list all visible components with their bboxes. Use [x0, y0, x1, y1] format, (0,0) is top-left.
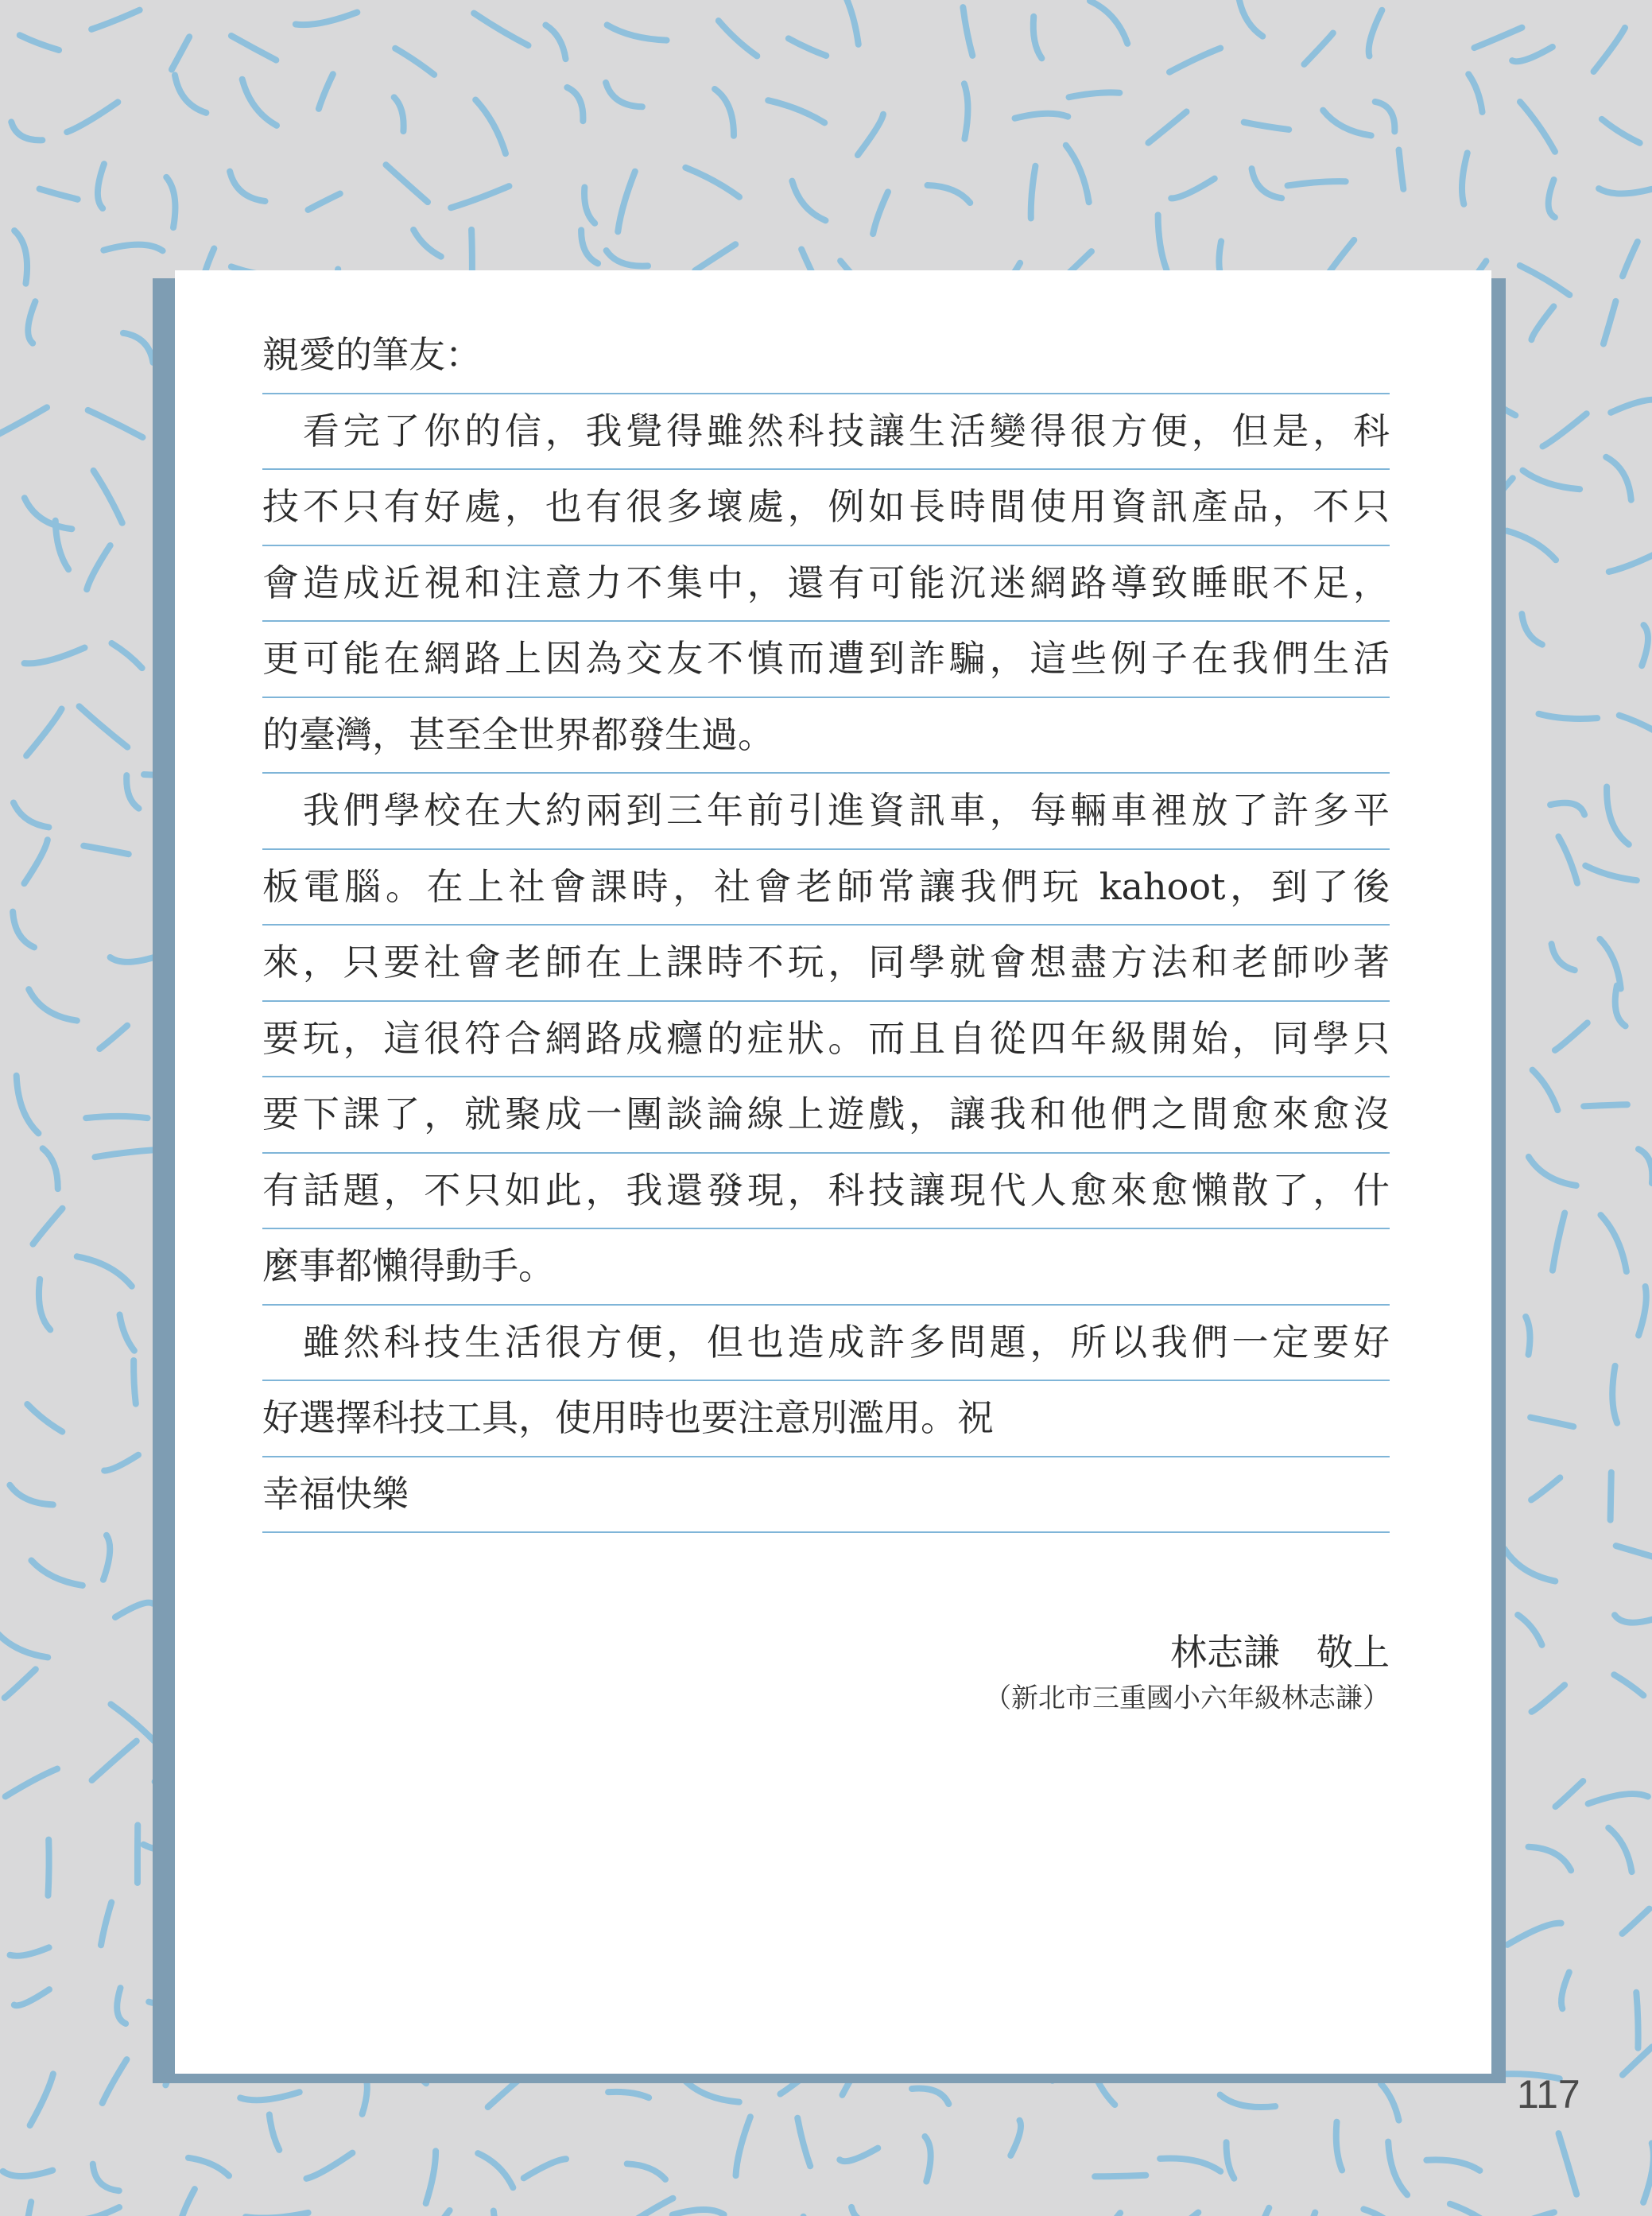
letter-line: 要玩，這很符合網路成癮的症狀。而且自從四年級開始，同學只 — [262, 1002, 1390, 1078]
letter-line: 麼事都懶得動手。 — [262, 1229, 1390, 1306]
letter-signature: 林志謙 敬上 — [1170, 1631, 1390, 1674]
letter-line: 來，只要社會老師在上課時不玩，同學就會想盡方法和老師吵著 — [262, 926, 1390, 1002]
author-source: （新北市三重國小六年級林志謙） — [984, 1682, 1390, 1714]
letter-line: 我們學校在大約兩到三年前引進資訊車，每輛車裡放了許多平 — [262, 774, 1390, 850]
letter-line: 板電腦。在上社會課時，社會老師常讓我們玩 kahoot，到了後 — [262, 850, 1390, 926]
letter-line: 幸福快樂 — [262, 1457, 1390, 1534]
letter-line: 要下課了，就聚成一團談論線上遊戲，讓我和他們之間愈來愈沒 — [262, 1077, 1390, 1154]
letter-line: 看完了你的信，我覺得雖然科技讓生活變得很方便，但是，科 — [262, 394, 1390, 471]
letter-line: 雖然科技生活很方便，但也造成許多問題，所以我們一定要好 — [262, 1306, 1390, 1382]
letter-line: 會造成近視和注意力不集中，還有可能沉迷網路導致睡眠不足， — [262, 546, 1390, 623]
letter-line: 技不只有好處，也有很多壞處，例如長時間使用資訊產品，不只 — [262, 470, 1390, 546]
page-number: 117 — [1517, 2072, 1580, 2117]
letter-body — [262, 318, 1390, 1533]
letter-line: 親愛的筆友： — [262, 318, 1390, 394]
letter-line: 的臺灣，甚至全世界都發生過。 — [262, 698, 1390, 774]
letter-line: 好選擇科技工具，使用時也要注意別濫用。祝 — [262, 1381, 1390, 1457]
letter-line: 更可能在網路上因為交友不慎而遭到詐騙，這些例子在我們生活 — [262, 622, 1390, 698]
letter-line: 有話題，不只如此，我還發現，科技讓現代人愈來愈懶散了，什 — [262, 1154, 1390, 1230]
